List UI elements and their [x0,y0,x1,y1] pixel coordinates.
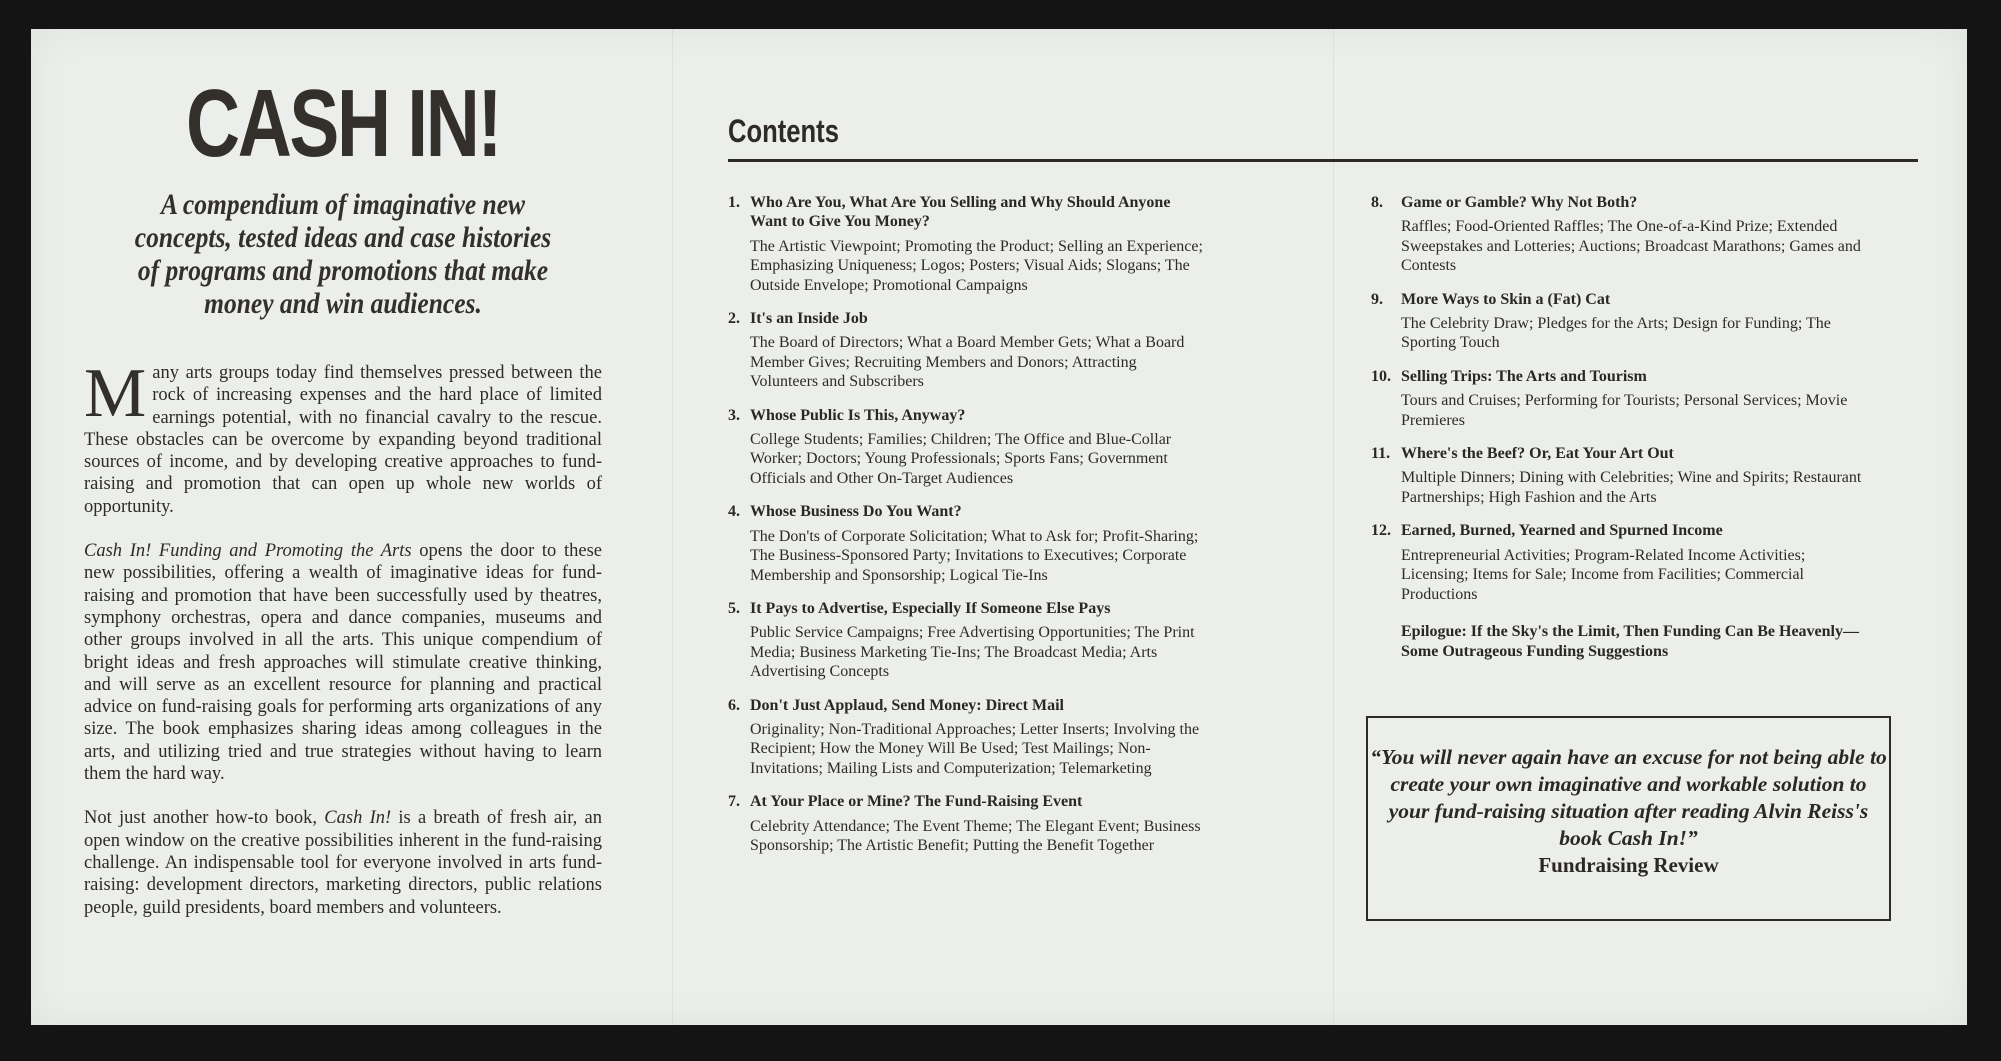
entry-number: 1. [728,194,740,211]
contents-entry [728,502,1208,585]
book-subtitle: A compendium of imaginative new concepts, tested ideas and case histories of programs and promotions that make money and win audiences. [134,188,552,320]
fold-line [1333,29,1334,1025]
entry-title-text: It Pays to Advertise, Especially If Someone Else Pays [750,599,1111,617]
entry-title-text: Where's the Beef? Or, Eat Your Art Out [1401,445,1674,463]
entry-title-text: Who Are You, What Are You Selling and Why Should Anyone Want to Give You Money? [750,194,1171,231]
epilogue-entry: Epilogue: If the Sky's the Limit, Then Funding Can Be Heavenly—Some Outrageous Funding Suggestions [1401,622,1859,660]
entry-description: Celebrity Attendance; The Event Theme; The Elegant Event; Business Sponsorship; The Artistic Benefit; Putting the Benefit Together [750,817,1201,854]
contents-entry [728,792,1208,855]
entry-title-text: More Ways to Skin a (Fat) Cat [1401,290,1611,308]
contents-entry [1371,290,1871,353]
entry-title [728,406,1208,425]
entry-title [728,696,1208,715]
entry-title-text: Selling Trips: The Arts and Tourism [1401,367,1647,385]
entry-description: Raffles; Food-Oriented Raffles; The One-of-a-Kind Prize; Extended Sweepstakes and Lotteries; Auctions; Broadcast Marathons; Games and Contests [1401,218,1861,275]
entry-description: The Celebrity Draw; Pledges for the Arts; Design for Funding; The Sporting Touch [1401,315,1831,352]
closing-paragraph: Not just another how-to book, Cash In! is a breath of fresh air, an open window on the creative possibilities inherent in the fund-raising challenge. An indispensable tool for everyone involved in arts fund-raising: development directors, marketing directors, public relations people, guild presidents, board members and volunteers. [84,808,602,918]
contents-column-1 [728,193,1208,869]
entry-title [1371,444,1871,463]
fold-line [672,29,673,1025]
contents-entry [1371,367,1871,430]
contents-entry [728,193,1208,295]
contents-column-2 [1371,193,1871,662]
entry-title-text: At Your Place or Mine? The Fund-Raising Event [750,793,1083,811]
entry-description: Originality; Non-Traditional Approaches; Letter Inserts; Involving the Recipient; How the Money Will Be Used; Test Mailings; Non-Invitations; Mailing Lists and Computerization; Telemarketing [750,720,1200,777]
review-source: Fundraising Review [1538,853,1719,877]
entry-number: 10. [1371,367,1391,385]
entry-title [1371,290,1871,309]
entry-number: 3. [728,406,740,424]
entry-number: 8. [1371,194,1383,211]
entry-number: 2. [728,310,740,328]
entry-title [728,309,1208,328]
entry-description: The Artistic Viewpoint; Promoting the Product; Selling an Experience; Emphasizing Uniqueness; Logos; Posters; Visual Aids; Slogans; The Outside Envelope; Promotional Campaigns [750,237,1203,294]
contents-entry [1371,521,1871,604]
entry-title [728,599,1208,618]
entry-title-text: Whose Public Is This, Anyway? [750,406,966,424]
review-quote: “You will never again have an excuse for not being able to create your own imaginative and workable solution to your fund-raising situation after reading Alvin Reiss's book Cash In!” [1370,745,1887,850]
entry-number: 12. [1371,522,1391,540]
contents-heading: Contents [728,113,839,149]
entry-title-text: Earned, Burned, Yearned and Spurned Income [1401,522,1723,540]
entry-title-text: It's an Inside Job [750,310,868,328]
contents-rule [728,159,1918,162]
book-title: CASH IN! [185,70,501,177]
entry-title [728,502,1208,521]
entry-number: 11. [1371,445,1391,463]
entry-title [1371,367,1871,386]
entry-description: The Don'ts of Corporate Solicitation; What to Ask for; Profit-Sharing; The Business-Sponsored Party; Invitations to Executives; Corporate Membership and Sponsorship; Logical Tie-Ins [750,527,1199,584]
entry-number: 6. [728,696,740,714]
contents-entry [728,696,1208,779]
entry-description: Entrepreneurial Activities; Program-Related Income Activities; Licensing; Items for Sale; Income from Facilities; Commercial Productions [1401,546,1806,603]
entry-number: 4. [728,503,740,521]
drop-cap: M [84,355,147,432]
description-paragraph: Cash In! Funding and Promoting the Arts opens the door to these new possibilities, offering a wealth of imaginative ideas for fund-raising and promotion that have been successfully used by theatres, symphony orchestras, opera and dance companies, museums and other groups involved in all the arts. This unique compendium of bright ideas and fresh approaches will stimulate creative thinking, and will serve as an excellent resource for planning and practical advice on fund-raising goals for performing arts organizations of any size. The book emphasizes sharing ideas among colleagues in the arts, and utilizing tried and true strategies without having to learn them the hard way. [84,541,602,785]
entry-description: Public Service Campaigns; Free Advertising Opportunities; The Print Media; Business Marketing Tie-Ins; The Broadcast Media; Arts Advertising Concepts [750,624,1195,681]
entry-description: Multiple Dinners; Dining with Celebrities; Wine and Spirits; Restaurant Partnerships; High Fashion and the Arts [1401,469,1862,506]
entry-number: 7. [728,793,740,811]
entry-title-text: Don't Just Applaud, Send Money: Direct Mail [750,696,1064,714]
contents-entry [1371,444,1871,507]
entry-description: The Board of Directors; What a Board Member Gets; What a Board Member Gives; Recruiting Members and Donors; Attracting Volunteers and Subscribers [750,334,1185,391]
entry-title [728,792,1208,811]
entry-title-text: Game or Gamble? Why Not Both? [1401,194,1638,211]
contents-entry [1371,193,1871,276]
review-quote-box [1366,716,1891,921]
entry-title [728,193,1208,232]
entry-description: Tours and Cruises; Performing for Tourists; Personal Services; Movie Premieres [1401,392,1848,429]
entry-title [1371,521,1871,540]
contents-entry [728,599,1208,682]
entry-title [1371,193,1871,212]
entry-title-text: Whose Business Do You Want? [750,503,962,521]
contents-entry [728,406,1208,489]
entry-number: 5. [728,599,740,617]
left-panel [84,70,602,919]
contents-entry [728,309,1208,392]
entry-number: 9. [1371,290,1383,308]
entry-description: College Students; Families; Children; The Office and Blue-Collar Worker; Doctors; Young Professionals; Sports Fans; Government Officials and Other On-Target Audiences [750,431,1172,487]
intro-paragraph: Many arts groups today find themselves pressed between the rock of increasing expenses and the hard place of limited earnings potential, with no financial cavalry to the rescue. These obstacles can be overcome by expanding beyond traditional sources of income, and by developing creative approaches to fund-raising and promotion that can open up whole new worlds of opportunity. [84,355,602,517]
